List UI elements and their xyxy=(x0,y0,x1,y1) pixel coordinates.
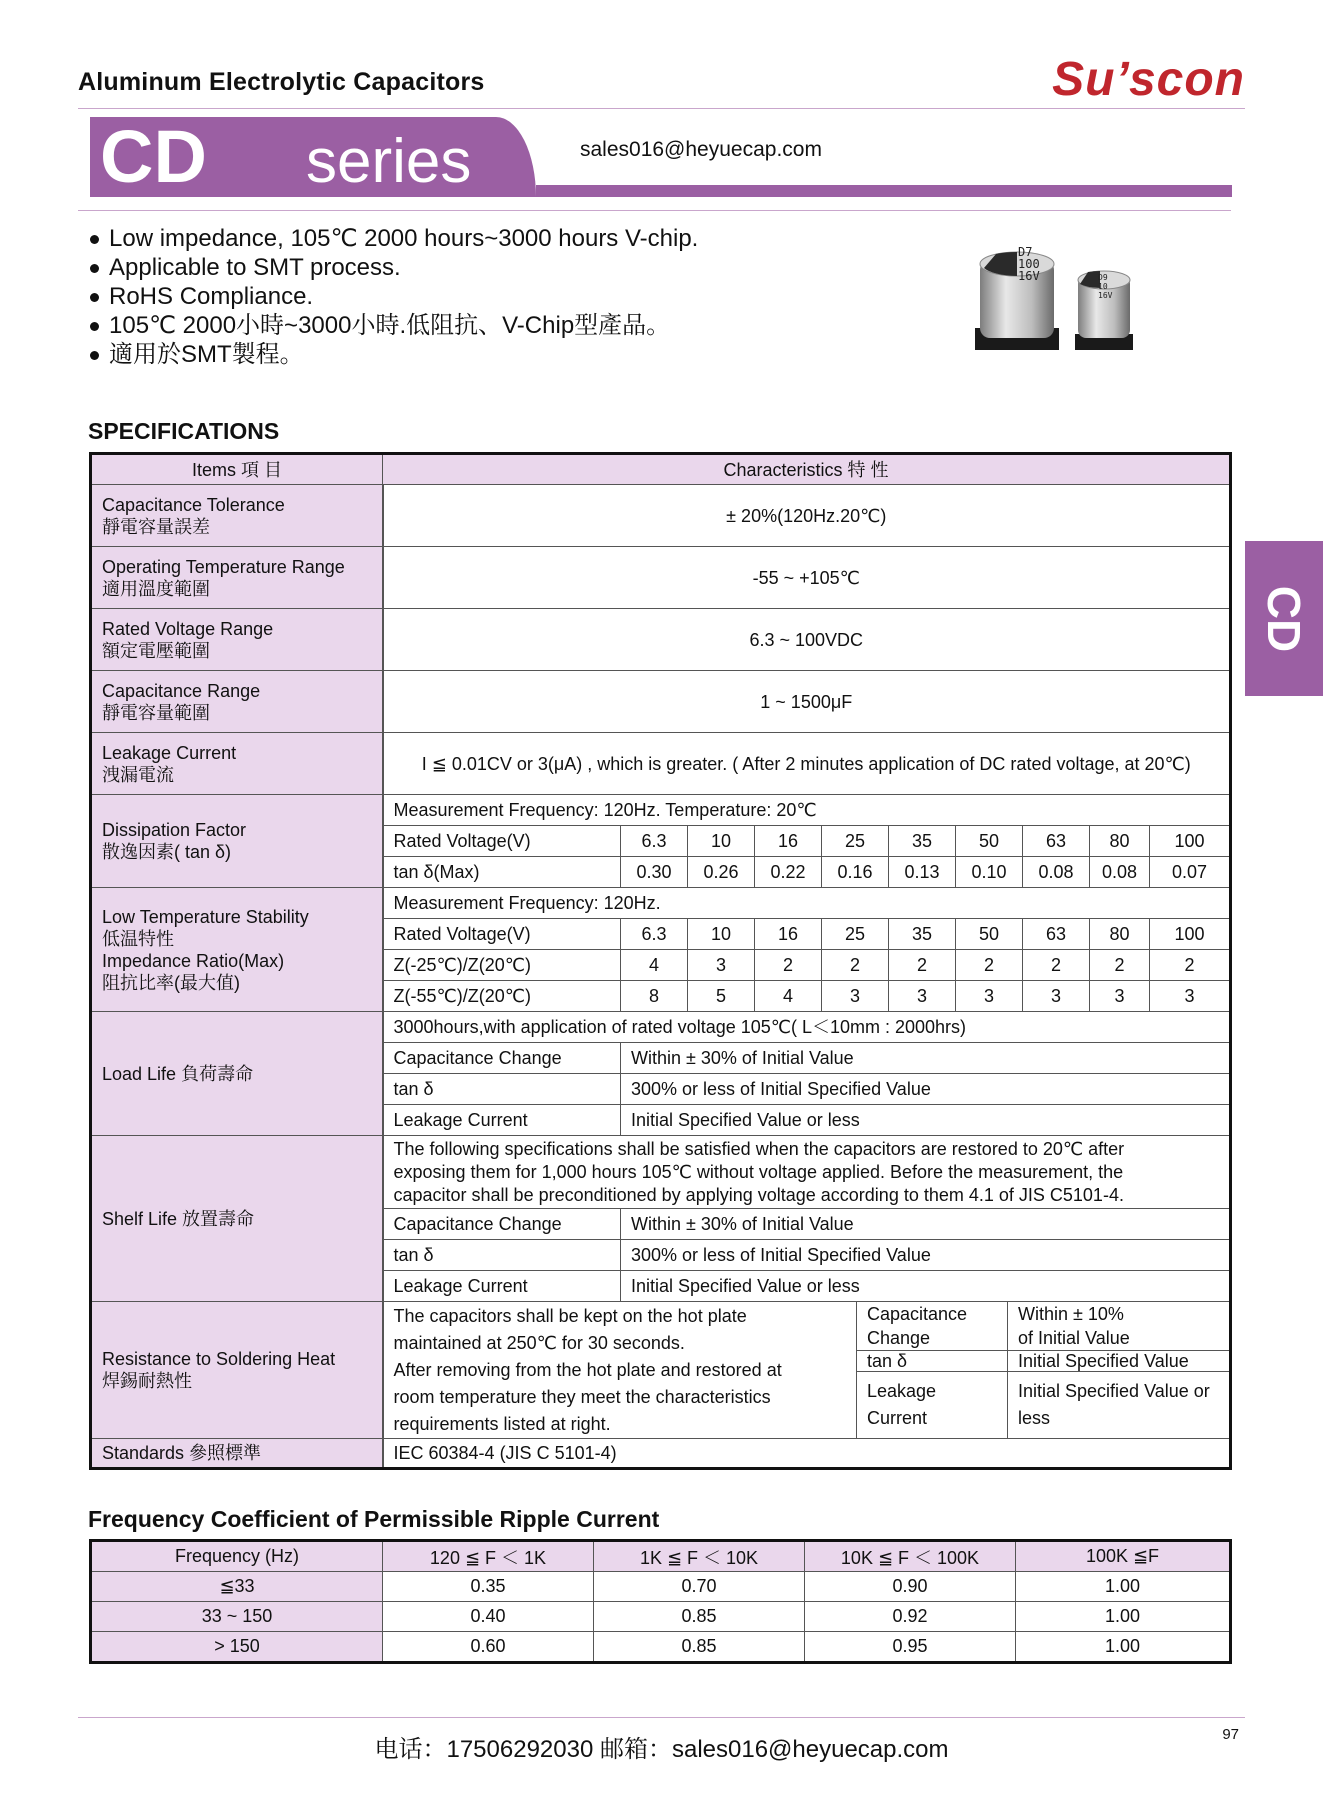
large-capacitor xyxy=(975,245,1059,350)
soldering-description: The capacitors shall be kept on the hot plate maintained at 250℃ for 30 seconds. After removing from the hot plate and restored at room temperature they meet the characteristics requirements listed at right. xyxy=(384,1302,857,1438)
item-label: Leakage Current 洩漏電流 xyxy=(91,733,383,795)
col-items: Items 項 目 xyxy=(91,454,383,485)
dissipation-measurement: Measurement Frequency: 120Hz. Temperature: 20℃ xyxy=(383,795,1231,826)
shelflife-row: Capacitance Change Within ± 30% of Initial Value xyxy=(91,1209,1231,1240)
spec-row-cap-tolerance xyxy=(91,485,1231,547)
spec-row-cap-range xyxy=(91,671,1231,733)
header-email: sales016@heyuecap.com xyxy=(580,138,822,161)
feature-list xyxy=(88,224,698,369)
shelflife-condition-row xyxy=(91,1136,1231,1209)
standards-row xyxy=(91,1439,1231,1469)
loadlife-condition-row: Load Life 負荷壽命 3000hours,with application of rated voltage 105℃( L＜10mm : 2000hrs) xyxy=(91,1012,1231,1043)
lowtemp-measurement-row: Low Temperature Stability 低温特性 Impedance Ratio(Max) 阻抗比率(最大值) Measurement Frequency: 120Hz. xyxy=(91,888,1231,919)
shelflife-row: tan δ 300% or less of Initial Specified Value xyxy=(91,1240,1231,1271)
brand-logo: Su’scon xyxy=(1052,53,1245,106)
large-marking: D7 xyxy=(1018,245,1033,259)
feature-item: 105℃ 2000小時~3000小時.低阻抗、V-Chip型產品。 xyxy=(88,311,698,340)
ripple-header-row: Frequency (Hz) 120 ≦ F ＜ 1K 1K ≦ F ＜ 10K 10K ≦ F ＜ 100K 100K ≦F xyxy=(91,1541,1231,1572)
col-characteristics: Characteristics 特 性 xyxy=(383,454,1231,485)
item-label: Shelf Life 放置壽命 xyxy=(91,1136,383,1302)
ripple-row: ≦33 0.35 0.70 0.90 1.00 xyxy=(91,1572,1231,1602)
soldering-detail: The capacitors shall be kept on the hot plate maintained at 250℃ for 30 seconds. After removing from the hot plate and restored at room temperature they meet the characteristics requirements listed at right. Capacitance Change Within ± 10% of Initial Value tan δ Initial Specified Value Leakage Current Initial Specified Value or less xyxy=(384,1302,1230,1438)
ripple-heading: Frequency Coefficient of Permissible Ripple Current xyxy=(88,1506,660,1532)
side-tab xyxy=(1245,541,1323,696)
feature-item: Applicable to SMT process. xyxy=(88,253,698,282)
banner-bar xyxy=(536,185,1232,197)
shelflife-condition: The following specifications shall be satisfied when the capacitors are restored to 20℃ after exposing them for 1,000 hours 105℃ without voltage applied. Before the measurement, the capacitor shall be preconditioned by applying voltage according to them 4.1 of JIS C5101-4. xyxy=(383,1136,1231,1209)
dissipation-tan-row: tan δ(Max) 0.30 0.26 0.22 0.16 0.13 0.10 0.08 0.08 0.07 xyxy=(91,857,1231,888)
side-tab-label: CD xyxy=(1258,585,1310,652)
lowtemp-z25-row: Z(-25℃)/Z(20℃) 4 3 2 2 2 2 2 2 2 xyxy=(91,950,1231,981)
footer-rule xyxy=(78,1717,1245,1718)
feature-item: Low impedance, 105℃ 2000 hours~3000 hours V-chip. xyxy=(88,224,698,253)
item-label: Standards 參照標準 xyxy=(91,1439,383,1469)
item-value: I ≦ 0.01CV or 3(μA) , which is greater. ( After 2 minutes application of DC rated voltage, at 20℃) xyxy=(383,733,1231,795)
page-number: 97 xyxy=(1222,1726,1239,1743)
specifications-table xyxy=(89,452,1232,1470)
soldering-row xyxy=(91,1302,1231,1439)
loadlife-row: Capacitance Change Within ± 30% of Initial Value xyxy=(91,1043,1231,1074)
item-value: 6.3 ~ 100VDC xyxy=(383,609,1231,671)
svg-text:16V: 16V xyxy=(1098,291,1113,300)
document-title: Aluminum Electrolytic Capacitors xyxy=(78,68,485,96)
item-label: Dissipation Factor 散逸因素( tan δ) xyxy=(91,795,383,888)
series-code: CD xyxy=(100,115,207,198)
item-label: Load Life 負荷壽命 xyxy=(91,1012,383,1136)
item-value: 1 ~ 1500μF xyxy=(383,671,1231,733)
item-value: -55 ~ +105℃ xyxy=(383,547,1231,609)
shelflife-row: Leakage Current Initial Specified Value or less xyxy=(91,1271,1231,1302)
header-rule xyxy=(78,108,1245,109)
spec-header-row xyxy=(91,454,1231,485)
small-marking: D9 xyxy=(1098,273,1108,282)
banner-rule xyxy=(78,210,1231,211)
ripple-table xyxy=(89,1539,1232,1664)
svg-text:10: 10 xyxy=(1098,282,1108,291)
series-word: series xyxy=(306,127,472,196)
item-label: Low Temperature Stability 低温特性 Impedance Ratio(Max) 阻抗比率(最大值) xyxy=(91,888,383,1012)
ripple-row: > 150 0.60 0.85 0.95 1.00 xyxy=(91,1632,1231,1663)
item-label: Operating Temperature Range 適用溫度範圍 xyxy=(91,547,383,609)
item-label: Capacitance Range 靜電容量範圍 xyxy=(91,671,383,733)
svg-text:16V: 16V xyxy=(1018,269,1040,283)
feature-item: RoHS Compliance. xyxy=(88,282,698,311)
item-value: ± 20%(120Hz.20℃) xyxy=(383,485,1231,547)
spec-row-temp-range xyxy=(91,547,1231,609)
item-label: Resistance to Soldering Heat 焊錫耐熱性 xyxy=(91,1302,383,1439)
loadlife-row: tan δ 300% or less of Initial Specified Value xyxy=(91,1074,1231,1105)
svg-text:100: 100 xyxy=(1018,257,1040,271)
dissipation-measurement-row xyxy=(91,795,1231,826)
item-value: IEC 60384-4 (JIS C 5101-4) xyxy=(383,1439,1231,1469)
footer-contact: 电话：17506292030 邮箱：sales016@heyuecap.com xyxy=(374,1736,949,1763)
ripple-row: 33 ~ 150 0.40 0.85 0.92 1.00 xyxy=(91,1602,1231,1632)
small-capacitor xyxy=(1075,271,1133,350)
feature-item: 適用於SMT製程。 xyxy=(88,340,698,369)
item-label: Rated Voltage Range 額定電壓範圍 xyxy=(91,609,383,671)
lowtemp-z55-row: Z(-55℃)/Z(20℃) 8 5 4 3 3 3 3 3 3 xyxy=(91,981,1231,1012)
specifications-heading: SPECIFICATIONS xyxy=(88,418,280,444)
spec-row-leakage xyxy=(91,733,1231,795)
capacitor-photo xyxy=(930,238,1155,378)
spec-row-voltage-range xyxy=(91,609,1231,671)
lowtemp-voltage-row: Rated Voltage(V) 6.3 10 16 25 35 50 63 80 100 xyxy=(91,919,1231,950)
item-label: Capacitance Tolerance 靜電容量誤差 xyxy=(91,485,383,547)
loadlife-row: Leakage Current Initial Specified Value or less xyxy=(91,1105,1231,1136)
dissipation-voltage-row: Rated Voltage(V) 6.3 10 16 25 35 50 63 80 100 xyxy=(91,826,1231,857)
